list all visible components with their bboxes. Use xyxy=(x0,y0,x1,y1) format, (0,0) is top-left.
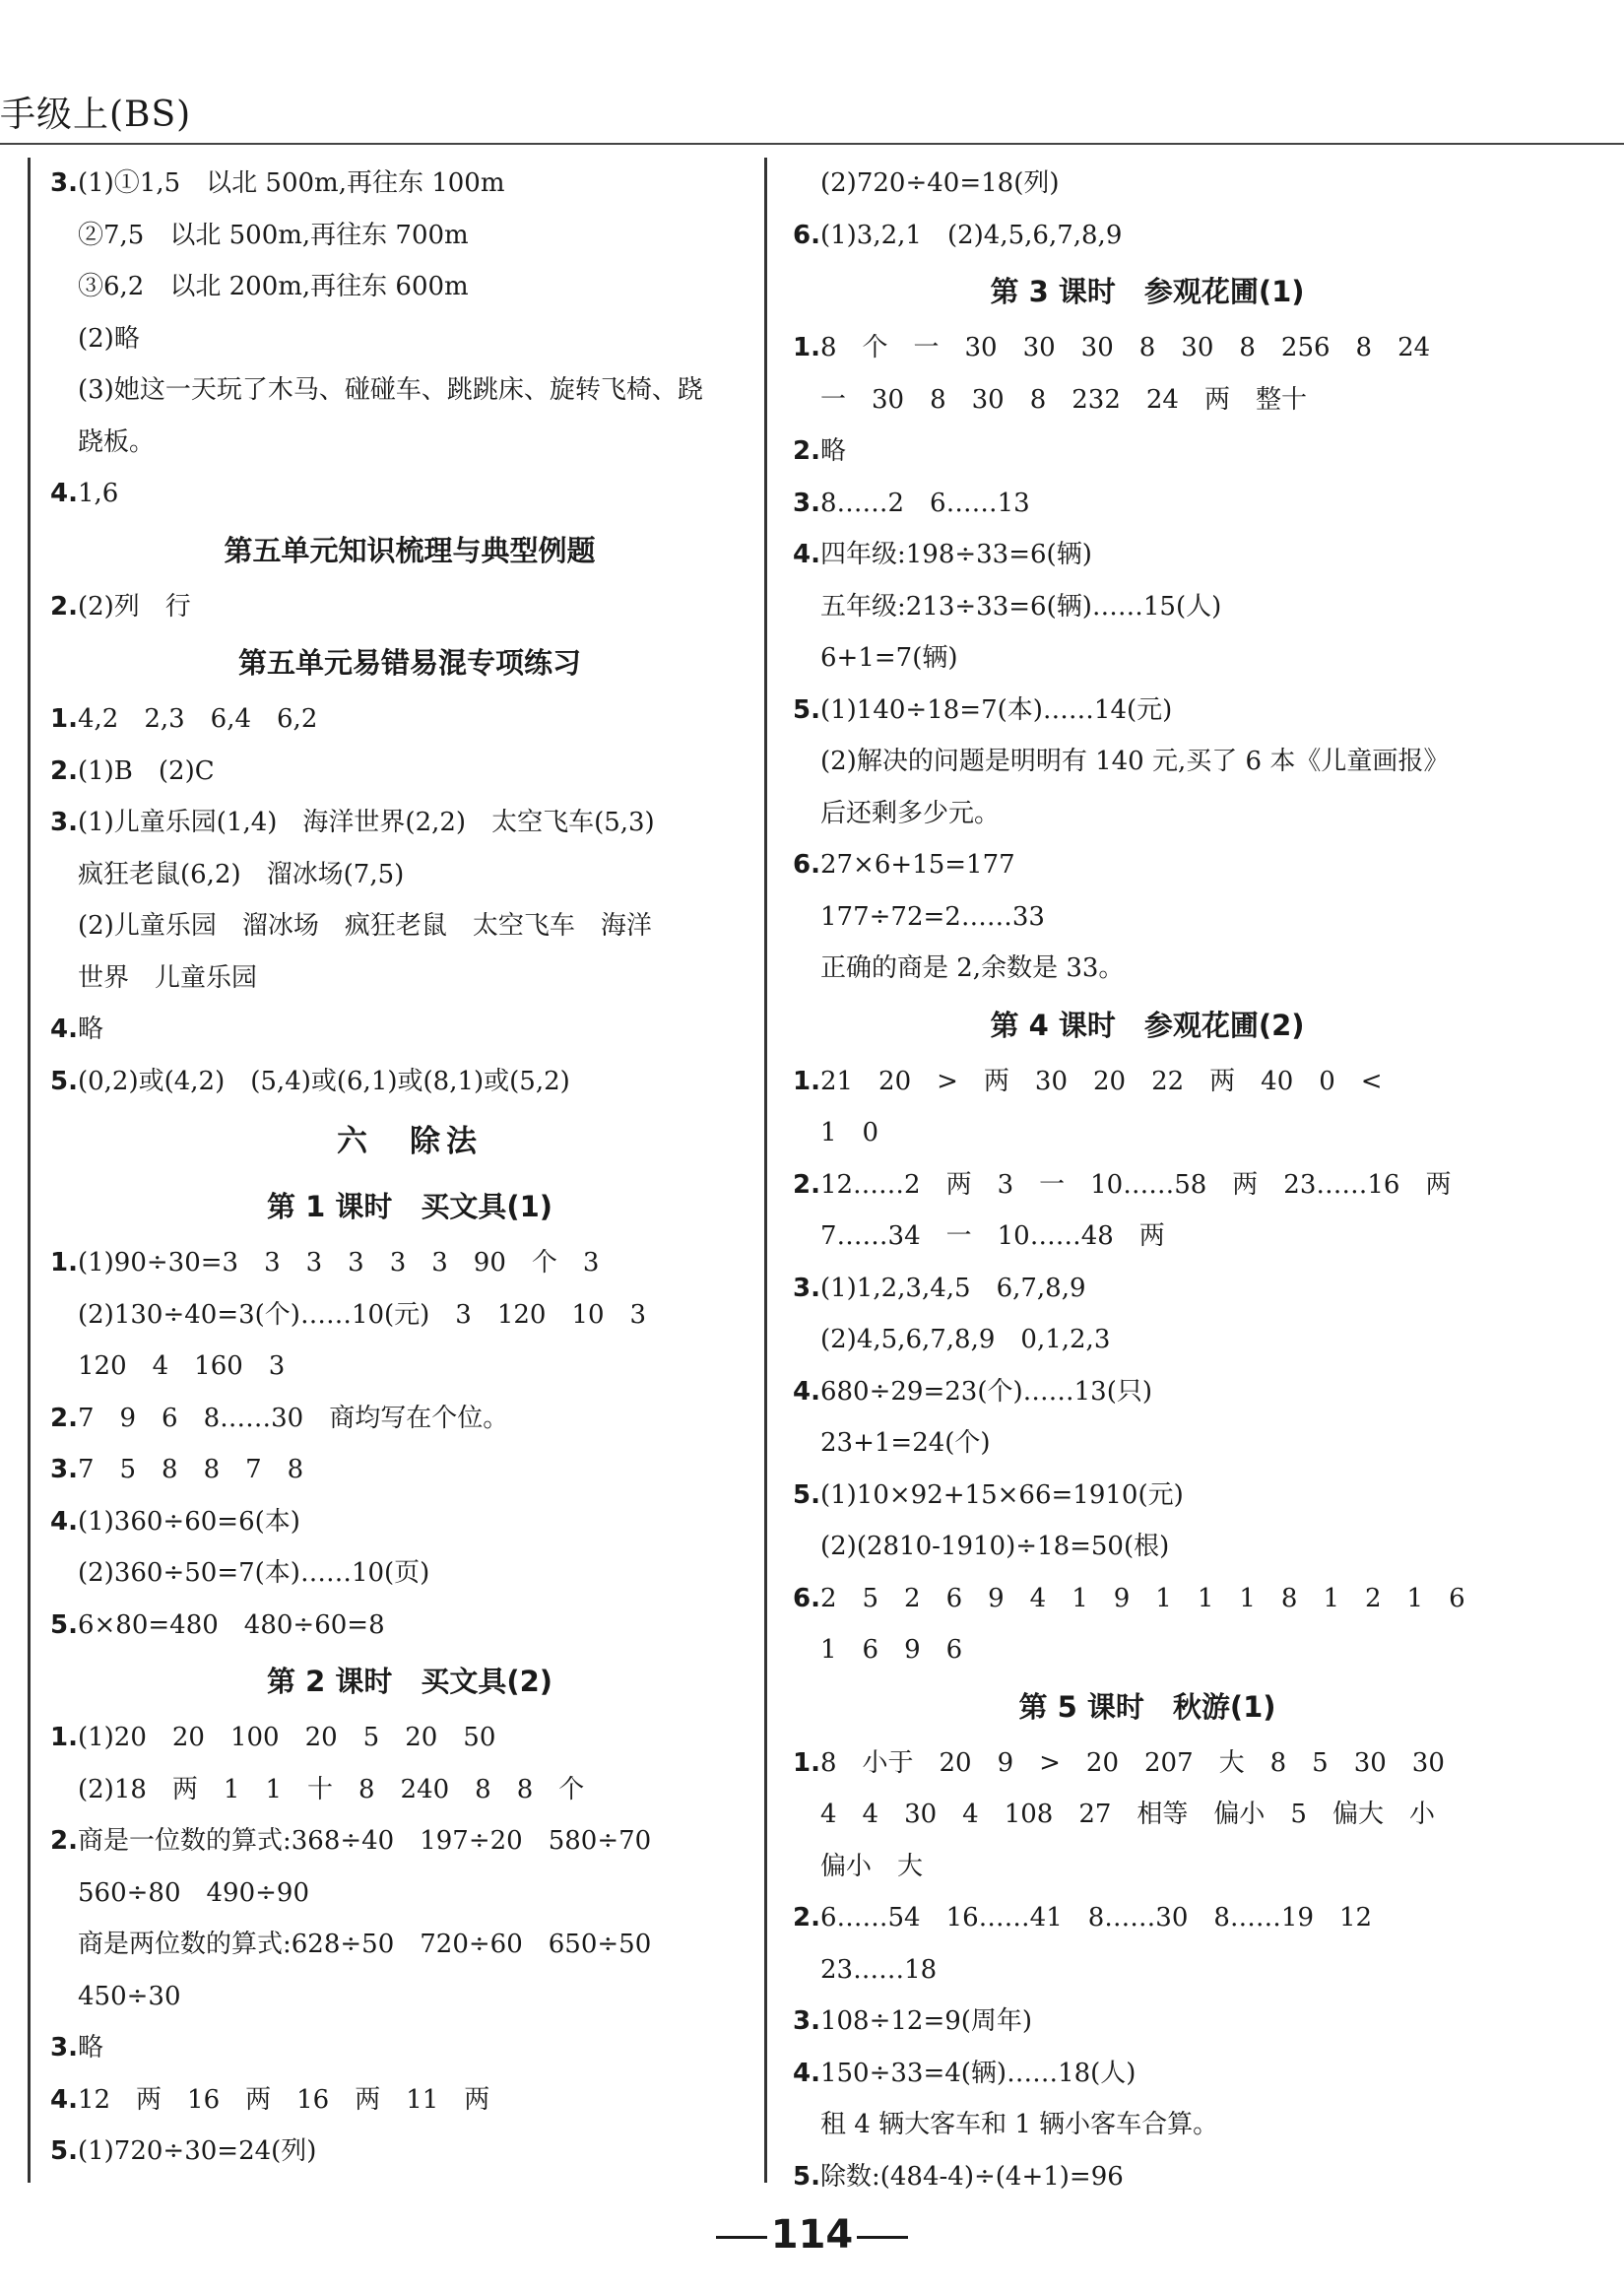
answer-text: 4 4 30 4 108 27 相等 偏小 5 偏大 小 xyxy=(820,1800,1435,1829)
answer-line xyxy=(793,1521,1502,1573)
section-heading: 第五单元知识梳理与典型例题 xyxy=(224,533,596,567)
question-number: 1. xyxy=(50,1723,78,1752)
answer-text: 23……18 xyxy=(820,1954,938,1985)
answer-text: (1)720÷30=24(列) xyxy=(77,2136,317,2166)
answer-text: 150÷33=4(辆)……18(人) xyxy=(819,2058,1137,2088)
answer-text: 8……2 6……13 xyxy=(819,488,1030,518)
answer-line xyxy=(50,900,769,952)
answer-line xyxy=(50,1815,769,1867)
answer-line xyxy=(50,1004,769,1056)
answer-line xyxy=(793,788,1502,840)
answer-text: 6……54 16……41 8……30 8……19 12 xyxy=(819,1903,1373,1933)
answer-line xyxy=(50,417,769,469)
answer-text: 108÷12=9(周年) xyxy=(819,2006,1033,2036)
question-number: 5. xyxy=(793,694,820,725)
answer-text: 8 小于 20 9 > 20 207 大 8 5 30 30 xyxy=(819,1747,1445,1778)
answer-line xyxy=(793,478,1502,530)
answer-line xyxy=(50,313,769,365)
answer-line xyxy=(793,891,1502,944)
question-number: 1. xyxy=(50,1248,78,1278)
answer-text: 4,2 2,3 6,4 6,2 xyxy=(77,704,318,734)
answer-line xyxy=(793,426,1502,478)
answer-line xyxy=(793,581,1502,633)
answer-text: 商是一位数的算式:368÷40 197÷20 580÷70 xyxy=(77,1826,652,1856)
answer-line xyxy=(50,1547,769,1600)
question-number: 3. xyxy=(50,2033,78,2063)
answer-text: 8 个 一 30 30 30 8 30 8 256 8 24 xyxy=(819,333,1431,362)
answer-text: 12……2 两 3 一 10……58 两 23……16 两 xyxy=(819,1169,1452,1200)
answer-line xyxy=(50,1056,769,1108)
answer-text: 120 4 160 3 xyxy=(78,1351,286,1381)
answer-line xyxy=(50,1712,769,1764)
section-heading: 第 5 课时 秋游(1) xyxy=(1018,1689,1276,1724)
question-number: 3. xyxy=(793,488,820,518)
question-number: 5. xyxy=(50,1066,78,1096)
answer-line xyxy=(50,1393,769,1445)
answer-line xyxy=(793,1624,1502,1676)
question-number: 4. xyxy=(793,2058,820,2088)
section-heading: 第五单元易错易混专项练习 xyxy=(237,646,581,680)
answer-text: (2)列 行 xyxy=(77,591,191,622)
question-number: 3. xyxy=(793,1273,820,1303)
answer-line xyxy=(50,797,769,849)
answer-text: 680÷29=23(个)……13(只) xyxy=(819,1376,1152,1407)
answer-text: (0,2)或(4,2) (5,4)或(6,1)或(8,1)或(5,2) xyxy=(77,1066,570,1096)
section-heading: 六 除法 xyxy=(337,1124,483,1159)
answer-line xyxy=(793,2099,1502,2151)
answer-line xyxy=(50,1867,769,1920)
answer-text: 疯狂老鼠(6,2) 溜冰场(7,5) xyxy=(78,859,405,889)
page-header: 手级上(BS) xyxy=(0,95,192,135)
answer-text: (2)18 两 1 1 十 8 240 8 8 个 xyxy=(78,1774,585,1804)
section-heading: 第 2 课时 买文具(2) xyxy=(266,1665,553,1698)
answer-text: 450÷30 xyxy=(78,1981,181,2011)
answer-text: (1)B (2)C xyxy=(77,755,215,786)
answer-text: 6×80=480 480÷60=8 xyxy=(77,1609,385,1640)
question-number: 5. xyxy=(50,2136,78,2166)
answer-line xyxy=(50,2126,769,2178)
question-number: 2. xyxy=(50,591,78,622)
answer-line xyxy=(793,1263,1502,1315)
answer-text: (2)4,5,6,7,8,9 0,1,2,3 xyxy=(820,1325,1111,1354)
answer-text: (2)解决的问题是明明有 140 元,买了 6 本《儿童画报》 xyxy=(820,747,1450,776)
answer-text: 1 6 9 6 xyxy=(820,1635,963,1665)
answer-line xyxy=(50,1341,769,1393)
section-heading: 第 4 课时 参观花圃(2) xyxy=(990,1008,1305,1042)
question-number: 1. xyxy=(793,1747,820,1778)
answer-line xyxy=(50,1289,769,1342)
answer-line xyxy=(50,581,769,633)
answer-line xyxy=(793,1944,1502,1997)
right-column xyxy=(764,158,1502,2192)
question-number: 5. xyxy=(793,2161,820,2192)
answer-line xyxy=(50,849,769,901)
answer-text: (1)1,2,3,4,5 6,7,8,9 xyxy=(819,1273,1086,1303)
answer-line xyxy=(793,1366,1502,1418)
answer-text: 23+1=24(个) xyxy=(820,1428,991,1458)
question-number: 4. xyxy=(50,2084,78,2115)
answer-line xyxy=(793,322,1502,374)
answer-text: 177÷72=2……33 xyxy=(820,901,1045,932)
answer-line xyxy=(50,1444,769,1496)
answer-line xyxy=(50,2074,769,2127)
answer-line xyxy=(50,746,769,798)
answer-text: (2)(2810-1910)÷18=50(根) xyxy=(820,1532,1170,1561)
answer-line xyxy=(793,1737,1502,1790)
answer-line xyxy=(793,1573,1502,1625)
page-number-text: 114 xyxy=(770,2212,854,2258)
answer-text: 除数:(484-4)÷(4+1)=96 xyxy=(819,2161,1124,2192)
answer-line xyxy=(793,1841,1502,1893)
answer-line xyxy=(50,1764,769,1816)
answer-text: 1 0 xyxy=(820,1118,879,1147)
answer-text: (2)720÷40=18(列) xyxy=(820,168,1060,198)
answer-line xyxy=(50,1971,769,2023)
answer-text: (2)儿童乐园 溜冰场 疯狂老鼠 太空飞车 海洋 xyxy=(78,911,652,941)
answer-line xyxy=(793,632,1502,685)
answer-text: 12 两 16 两 16 两 11 两 xyxy=(77,2084,490,2115)
answer-line xyxy=(50,2022,769,2074)
answer-text: 略 xyxy=(77,1015,103,1044)
question-number: 6. xyxy=(793,850,820,880)
answer-line xyxy=(50,468,769,520)
answer-text: (1)①1,5 以北 500m,再往东 100m xyxy=(77,168,505,198)
answer-text: 偏小 大 xyxy=(820,1851,924,1881)
answer-text: 2 5 2 6 9 4 1 9 1 1 1 8 1 2 1 6 xyxy=(819,1583,1465,1613)
answer-line xyxy=(793,943,1502,995)
question-number: 2. xyxy=(793,436,820,466)
answer-line xyxy=(50,1237,769,1289)
answer-line xyxy=(50,1600,769,1652)
answer-line xyxy=(50,952,769,1005)
answer-text: ③6,2 以北 200m,再往东 600m xyxy=(78,272,469,301)
answer-line xyxy=(793,1892,1502,1944)
question-number: 4. xyxy=(793,540,820,569)
answer-text: 正确的商是 2,余数是 33。 xyxy=(820,953,1125,983)
answer-text: 6+1=7(辆) xyxy=(820,643,958,673)
answer-text: (2)360÷50=7(本)……10(页) xyxy=(78,1558,430,1588)
answer-text: 商是两位数的算式:628÷50 720÷60 650÷50 xyxy=(78,1930,652,1959)
question-number: 4. xyxy=(50,1015,78,1044)
question-number: 3. xyxy=(50,168,78,198)
answer-text: (1)3,2,1 (2)4,5,6,7,8,9 xyxy=(819,220,1123,250)
answer-text: (1)360÷60=6(本) xyxy=(77,1506,300,1537)
section-heading: 第 1 课时 买文具(1) xyxy=(266,1190,553,1223)
question-number: 3. xyxy=(50,808,78,837)
answer-line xyxy=(50,364,769,417)
answer-text: 21 20 > 两 30 20 22 两 40 0 < xyxy=(819,1066,1383,1096)
answer-line xyxy=(793,685,1502,737)
answer-text: (1)20 20 100 20 5 20 50 xyxy=(77,1723,496,1752)
answer-text: (1)儿童乐园(1,4) 海洋世界(2,2) 太空飞车(5,3) xyxy=(77,808,655,837)
answer-line xyxy=(793,1417,1502,1470)
answer-text: (1)90÷30=3 3 3 3 3 3 90 个 3 xyxy=(77,1248,600,1278)
header-rule xyxy=(0,143,1624,145)
question-number: 4. xyxy=(793,1376,820,1407)
answer-text: 跷板。 xyxy=(78,426,156,457)
answer-line xyxy=(793,1789,1502,1841)
page-number xyxy=(0,2212,1624,2258)
answer-line xyxy=(793,158,1502,210)
answer-text: (3)她这一天玩了木马、碰碰车、跳跳床、旋转飞椅、跷 xyxy=(78,375,703,405)
question-number: 1. xyxy=(793,333,820,362)
answer-line xyxy=(793,529,1502,581)
question-number: 3. xyxy=(50,1455,78,1484)
answer-line xyxy=(50,210,769,262)
answer-text: 略 xyxy=(819,436,846,466)
question-number: 2. xyxy=(50,1403,78,1433)
answer-line xyxy=(793,1314,1502,1366)
answer-line xyxy=(793,374,1502,426)
answer-line xyxy=(793,1159,1502,1212)
answer-text: 租 4 辆大客车和 1 辆小客车合算。 xyxy=(820,2110,1219,2139)
answer-line xyxy=(793,736,1502,788)
answer-text: 7 5 8 8 7 8 xyxy=(77,1455,304,1484)
answer-text: ②7,5 以北 500m,再往东 700m xyxy=(78,220,469,250)
answer-text: (1)140÷18=7(本)……14(元) xyxy=(819,694,1173,725)
answer-text: 后还剩多少元。 xyxy=(820,798,1001,828)
section-heading: 第 3 课时 参观花圃(1) xyxy=(990,275,1305,308)
answer-line xyxy=(50,1496,769,1548)
answer-line xyxy=(50,693,769,746)
question-number: 1. xyxy=(50,704,78,734)
question-number: 5. xyxy=(50,1609,78,1640)
page-number-dash-left xyxy=(716,2236,767,2239)
answer-line xyxy=(793,1996,1502,2048)
question-number: 2. xyxy=(793,1169,820,1200)
answer-text: 1,6 xyxy=(77,479,119,508)
answer-text: 7……34 一 10……48 两 xyxy=(820,1221,1165,1251)
answer-text: (2)略 xyxy=(78,323,140,354)
answer-line xyxy=(793,1107,1502,1159)
answer-line xyxy=(50,1919,769,1971)
question-number: 2. xyxy=(793,1903,820,1933)
answer-text: (2)130÷40=3(个)……10(元) 3 120 10 3 xyxy=(78,1299,647,1330)
answer-line xyxy=(793,1211,1502,1263)
page-number-dash-right xyxy=(857,2236,908,2239)
question-number: 1. xyxy=(793,1066,820,1096)
answer-line xyxy=(50,261,769,313)
answer-text: 四年级:198÷33=6(辆) xyxy=(819,540,1092,569)
question-number: 4. xyxy=(50,479,78,508)
question-number: 2. xyxy=(50,1826,78,1856)
answer-line xyxy=(50,158,769,210)
answer-text: 560÷80 490÷90 xyxy=(78,1877,309,1908)
question-number: 4. xyxy=(50,1506,78,1537)
answer-text: 略 xyxy=(77,2033,103,2063)
question-number: 2. xyxy=(50,755,78,786)
answer-text: 五年级:213÷33=6(辆)……15(人) xyxy=(820,591,1222,622)
answer-text: 27×6+15=177 xyxy=(819,850,1015,880)
question-number: 5. xyxy=(793,1479,820,1510)
answer-text: 世界 儿童乐园 xyxy=(78,962,258,993)
answer-text: 7 9 6 8……30 商均写在个位。 xyxy=(77,1403,509,1433)
answer-line xyxy=(793,2048,1502,2100)
question-number: 6. xyxy=(793,1583,820,1613)
question-number: 6. xyxy=(793,220,820,250)
answer-text: (1)10×92+15×66=1910(元) xyxy=(819,1479,1184,1510)
left-column xyxy=(28,158,769,2183)
answer-line xyxy=(793,210,1502,262)
question-number: 3. xyxy=(793,2006,820,2036)
answer-line xyxy=(793,2151,1502,2203)
answer-line xyxy=(793,1056,1502,1108)
answer-line xyxy=(793,839,1502,891)
answer-line xyxy=(793,1470,1502,1522)
answer-text: 一 30 8 30 8 232 24 两 整十 xyxy=(820,384,1307,415)
